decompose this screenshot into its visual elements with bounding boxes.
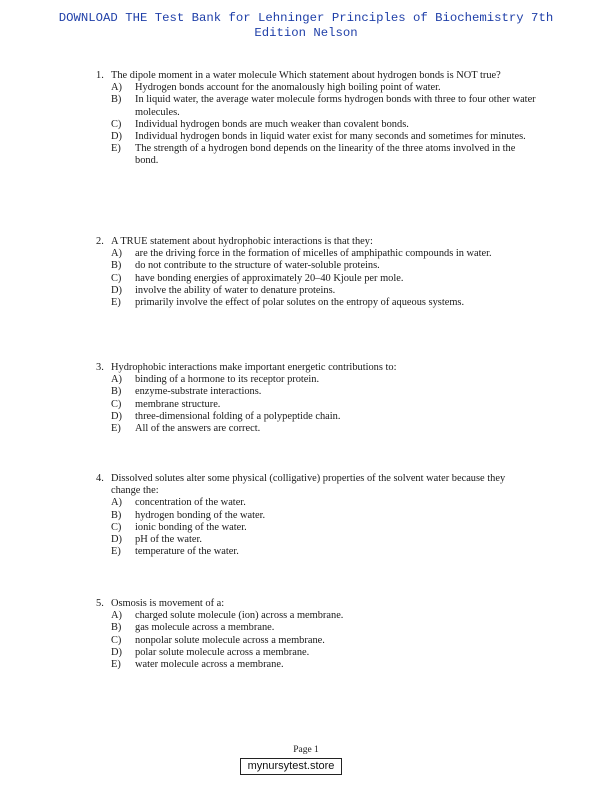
question-1 [96, 70, 536, 168]
option-text: do not contribute to the structure of water-soluble proteins. [135, 260, 380, 272]
answer-option-a [111, 610, 536, 622]
option-text: three-dimensional folding of a polypeptide chain. [135, 410, 341, 422]
question-stem [96, 598, 536, 610]
option-text: primarily involve the effect of polar solutes on the entropy of aqueous systems. [135, 297, 465, 309]
answer-option-e [111, 659, 536, 671]
question-number: 3. [96, 362, 104, 373]
option-text: Individual hydrogen bonds in liquid water exist for many seconds and sometimes for minutes. [135, 131, 526, 143]
option-text: concentration of the water. [135, 497, 246, 509]
question-text: Dissolved solutes alter some physical (colligative) properties of the solvent water because they change the: [111, 473, 506, 497]
question-stem [96, 473, 536, 497]
answer-option-a [111, 82, 536, 94]
option-text: hydrogen bonding of the water. [135, 509, 266, 521]
answer-option-e [111, 546, 536, 558]
option-text: All of the answers are correct. [135, 423, 261, 435]
answer-option-e [111, 297, 536, 309]
question-3 [96, 362, 536, 435]
download-banner [0, 11, 612, 40]
option-label: D) [111, 131, 122, 143]
option-label: E) [111, 423, 121, 435]
option-text: water molecule across a membrane. [135, 659, 284, 671]
option-text: enzyme-substrate interactions. [135, 386, 262, 398]
question-5 [96, 598, 536, 671]
answer-option-b [111, 94, 536, 118]
answer-option-c [111, 522, 536, 534]
option-label: A) [111, 374, 122, 386]
option-text: temperature of the water. [135, 546, 239, 558]
option-text: involve the ability of water to denature proteins. [135, 284, 336, 296]
option-label: E) [111, 546, 121, 558]
option-label: C) [111, 634, 122, 646]
answer-option-d [111, 131, 536, 143]
question-4 [96, 473, 536, 558]
option-text: Hydrogen bonds account for the anomalously high boiling point of water. [135, 82, 441, 94]
option-text: pH of the water. [135, 534, 202, 546]
banner-line-1: DOWNLOAD THE Test Bank for Lehninger Principles of Biochemistry 7th [58, 11, 554, 25]
option-label: A) [111, 248, 122, 260]
option-label: E) [111, 297, 121, 309]
option-label: B) [111, 622, 122, 634]
option-text: ionic bonding of the water. [135, 521, 247, 533]
question-number: 1. [96, 70, 104, 81]
question-text: Osmosis is movement of a: [111, 598, 225, 609]
answer-option-d [111, 285, 536, 297]
answer-option-c [111, 273, 536, 285]
question-text: The dipole moment in a water molecule Which statement about hydrogen bonds is NOT true? [111, 70, 501, 81]
option-label: D) [111, 284, 122, 296]
option-text: In liquid water, the average water molecule forms hydrogen bonds with three to four other water molecules. [135, 94, 536, 118]
option-label: B) [111, 260, 122, 272]
option-text: charged solute molecule (ion) across a membrane. [135, 610, 344, 622]
answer-option-a [111, 374, 536, 386]
answer-option-a [111, 248, 536, 260]
answer-option-c [111, 399, 536, 411]
answer-option-d [111, 647, 536, 659]
option-text: gas molecule across a membrane. [135, 622, 275, 634]
question-number: 5. [96, 598, 104, 609]
option-text: polar solute molecule across a membrane. [135, 646, 310, 658]
option-text: Individual hydrogen bonds are much weaker than covalent bonds. [135, 118, 409, 130]
option-text: are the driving force in the formation of micelles of amphipathic compounds in water. [135, 248, 492, 260]
option-text: membrane structure. [135, 398, 221, 410]
answer-option-a [111, 497, 536, 509]
option-label: B) [111, 386, 122, 398]
answer-option-e [111, 143, 536, 167]
answer-option-b [111, 260, 536, 272]
option-label: D) [111, 534, 122, 546]
option-label: E) [111, 143, 121, 155]
option-text: have bonding energies of approximately 20–40 Kjoule per mole. [135, 272, 404, 284]
answer-option-b [111, 386, 536, 398]
option-label: E) [111, 659, 121, 671]
question-stem [96, 362, 536, 374]
source-link[interactable]: mynursytest.store [240, 758, 342, 775]
option-label: D) [111, 410, 122, 422]
option-label: C) [111, 521, 122, 533]
answer-option-d [111, 534, 536, 546]
answer-option-b [111, 510, 536, 522]
option-text: nonpolar solute molecule across a membrane. [135, 634, 325, 646]
question-stem [96, 70, 536, 82]
option-text: binding of a hormone to its receptor protein. [135, 374, 320, 386]
option-label: D) [111, 646, 122, 658]
option-label: A) [111, 497, 122, 509]
question-stem [96, 236, 536, 248]
question-number: 4. [96, 473, 104, 484]
question-text: Hydrophobic interactions make important energetic contributions to: [111, 362, 397, 373]
answer-option-b [111, 622, 536, 634]
option-label: B) [111, 509, 122, 521]
banner-line-2: Edition Nelson [254, 25, 358, 40]
question-2 [96, 236, 536, 309]
option-label: A) [111, 610, 122, 622]
option-label: B) [111, 94, 122, 106]
answer-option-e [111, 423, 536, 435]
question-number: 2. [96, 236, 104, 247]
option-label: A) [111, 82, 122, 94]
answer-option-c [111, 119, 536, 131]
answer-option-d [111, 411, 536, 423]
question-text: A TRUE statement about hydrophobic interactions is that they: [111, 236, 373, 247]
option-label: C) [111, 118, 122, 130]
page-number: Page 1 [293, 745, 319, 755]
option-text: The strength of a hydrogen bond depends on the linearity of the three atoms involved in the bond. [135, 143, 516, 167]
option-label: C) [111, 398, 122, 410]
option-label: C) [111, 272, 122, 284]
answer-option-c [111, 635, 536, 647]
